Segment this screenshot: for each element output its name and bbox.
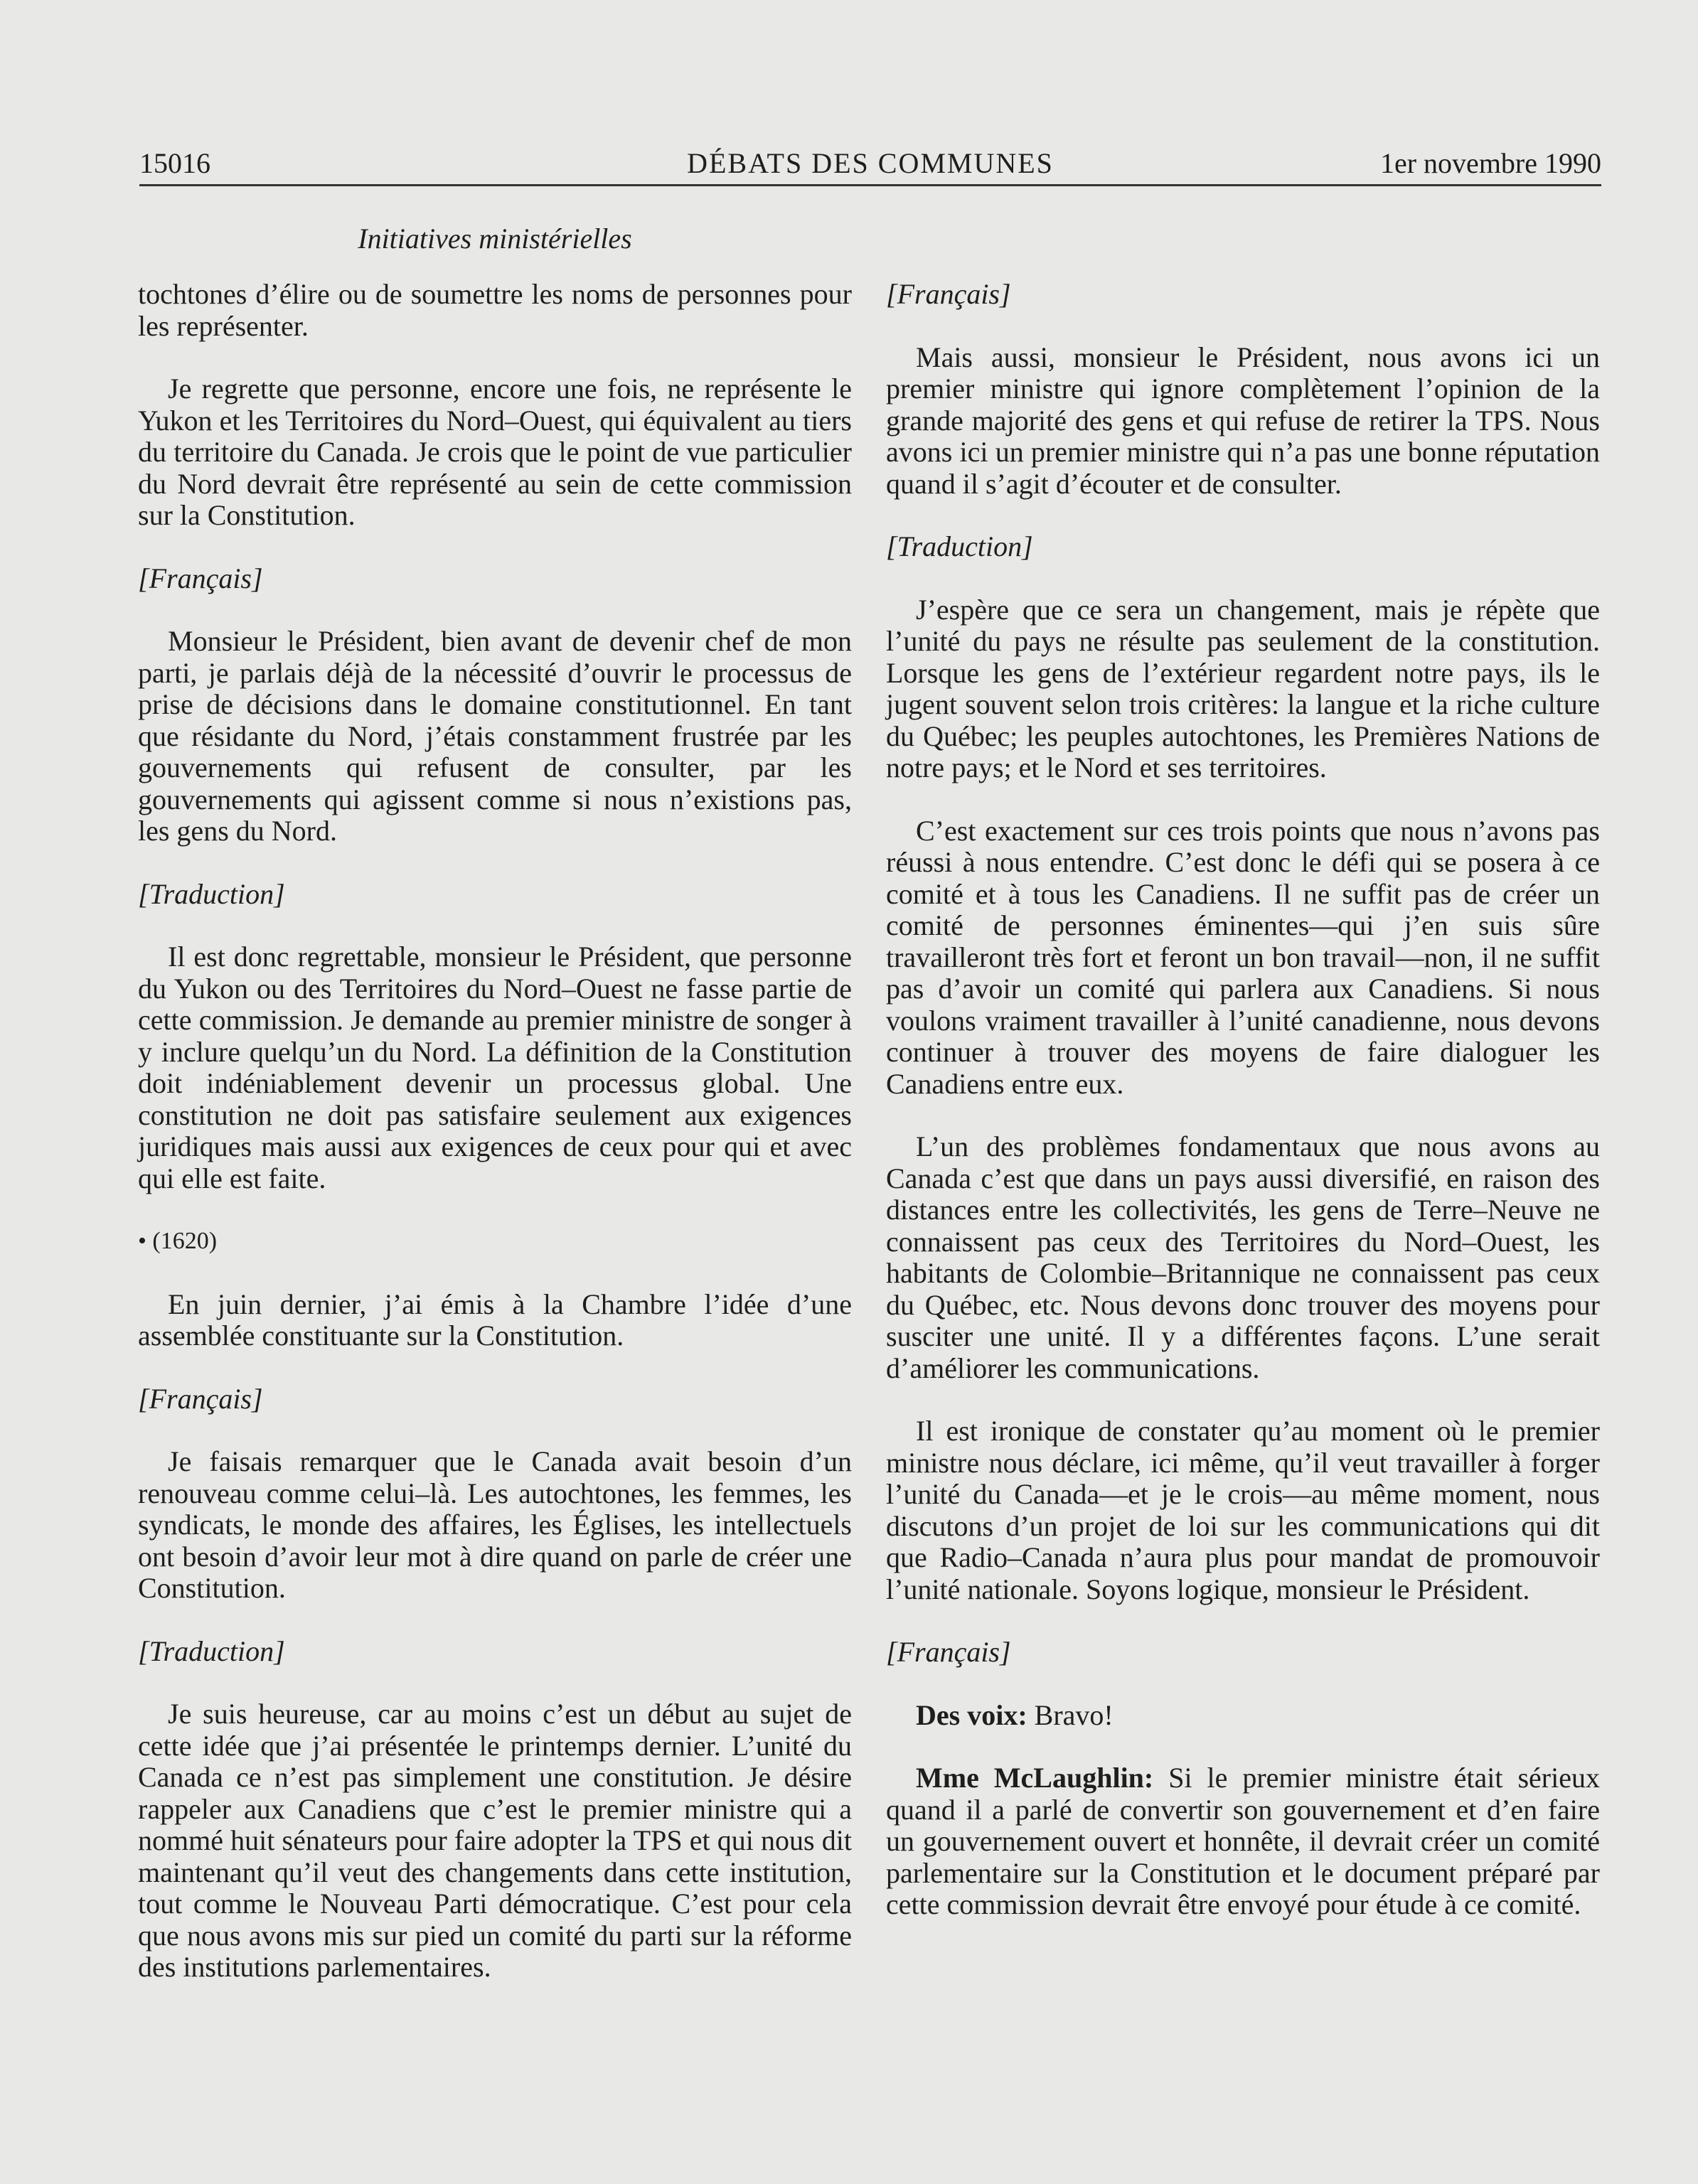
- publication-title: DÉBATS DES COMMUNES: [687, 147, 1054, 179]
- paragraph: Je regrette que personne, encore une fois, ne représente le Yukon et les Territoires du Nord–Ouest, qui équivalent au tiers du territoire du Canada. Je crois que le point de vue particulier du Nord devrait être représenté au sein de cette commission sur la Constitution.: [138, 373, 852, 531]
- page-header: [139, 139, 1601, 182]
- language-marker: [Français]: [138, 1382, 263, 1415]
- speech-paragraph: [886, 1762, 1600, 1921]
- speech-text: Bravo!: [1027, 1698, 1114, 1731]
- paragraph: tochtones d’élire ou de soumettre les noms de personnes pour les représenter.: [138, 278, 852, 342]
- paragraph: En juin dernier, j’ai émis à la Chambre l’idée d’une assemblée constituante sur la Constitution.: [138, 1288, 852, 1351]
- section-title: Initiatives ministérielles: [358, 223, 632, 255]
- language-marker: [Français]: [886, 278, 1011, 310]
- language-marker: [Français]: [138, 562, 263, 594]
- language-marker: [Français]: [886, 1636, 1011, 1668]
- language-marker: [Traduction]: [138, 877, 285, 910]
- paragraph: Il est donc regrettable, monsieur le Président, que personne du Yukon ou des Territoires du Nord–Ouest ne fasse partie de cette commission. Je demande au premier ministre de songer à y inclure quelqu’un du Nord. La définition de la Constitution doit indéniablement devenir un processus global. Une constitution ne doit pas satisfaire seulement aux exigences juridiques mais aussi aux exigences de ceux pour qui et avec qui elle est faite.: [138, 941, 852, 1194]
- paragraph: Je suis heureuse, car au moins c’est un début au sujet de cette idée que j’ai présentée le printemps dernier. L’unité du Canada ce n’est pas simplement une constitution. Je désire rappeler aux Canadiens que c’est le premier ministre qui a nommé huit sénateurs pour faire adopter la TPS et qui nous dit maintenant qu’il veut des changements dans cette institution, tout comme le Nouveau Parti démocratique. C’est pour cela que nous avons mis sur pied un comité du parti sur la réforme des institutions parlementaires.: [138, 1698, 852, 1983]
- right-column: [886, 279, 1600, 1952]
- language-marker: [Traduction]: [886, 530, 1033, 562]
- speaker-name: Des voix:: [916, 1698, 1027, 1731]
- speech-text: Si le premier ministre était sérieux quand il a parlé de convertir son gouvernement et d’en faire un gouvernement ouvert et honnête, il devrait créer un comité parlementaire sur la Constitution et le document préparé par cette commission devrait être envoyé pour étude à ce comité.: [886, 1762, 1600, 1920]
- publication-date: 1er novembre 1990: [1379, 147, 1601, 179]
- paragraph: Monsieur le Président, bien avant de devenir chef de mon parti, je parlais déjà de la nécessité d’ouvrir le processus de prise de décisions dans le domaine constitutionnel. En tant que résidante du Nord, j’étais constamment frustrée par les gouvernements qui refusent de consulter, par les gouvernements qui agissent comme si nous n’existions pas, les gens du Nord.: [138, 625, 852, 847]
- page-number: 15016: [139, 147, 210, 179]
- header-rule: [139, 184, 1601, 186]
- paragraph: J’espère que ce sera un changement, mais je répète que l’unité du pays ne résulte pas seulement de la constitution. Lorsque les gens de l’extérieur regardent notre pays, ils le jugent souvent selon trois critères: la langue et la riche culture du Québec; les peuples autochtones, les Premières Nations de notre pays; et le Nord et ses territoires.: [886, 593, 1600, 783]
- left-column: [138, 279, 852, 2015]
- paragraph: L’un des problèmes fondamentaux que nous avons au Canada c’est que dans un pays aussi diversifié, en raison des distances entre les collectivités, les gens de Terre–Neuve ne connaissent pas ceux des Territoires du Nord–Ouest, les habitants de Colombie–Britannique ne connaissent pas ceux du Québec, etc. Nous devons donc trouver des moyens pour susciter une unité. Il y a différentes façons. L’une serait d’améliorer les communications.: [886, 1130, 1600, 1384]
- paragraph: C’est exactement sur ces trois points que nous n’avons pas réussi à nous entendre. C’est donc le défi qui se posera à ce comité et à tous les Canadiens. Il ne suffit pas de créer un comité de personnes éminentes—qui j’en suis sûre travailleront très fort et feront un bon travail—non, il ne suffit pas d’avoir un comité qui parlera aux Canadiens. Si nous voulons vraiment travailler à l’unité canadienne, nous devons continuer à trouver des moyens de faire dialoguer les Canadiens entre eux.: [886, 814, 1600, 1100]
- language-marker: [Traduction]: [138, 1634, 285, 1667]
- speech-paragraph: [886, 1700, 1600, 1732]
- speaker-name: Mme McLaughlin:: [916, 1762, 1154, 1794]
- paragraph: Mais aussi, monsieur le Président, nous avons ici un premier ministre qui ignore complètement l’opinion de la grande majorité des gens et qui refuse de retirer la TPS. Nous avons ici un premier ministre qui n’a pas une bonne réputation quand il s’agit d’écouter et de consulter.: [886, 341, 1600, 500]
- time-marker: • (1620): [138, 1228, 218, 1254]
- paragraph: Je faisais remarquer que le Canada avait besoin d’un renouveau comme celui–là. Les autochtones, les femmes, les syndicats, le monde des affaires, les Églises, les intellectuels ont besoin d’avoir leur mot à dire quand on parle de créer une Constitution.: [138, 1445, 852, 1604]
- paragraph: Il est ironique de constater qu’au moment où le premier ministre nous déclare, ici même, qu’il veut travailler à forger l’unité du Canada—et je le crois—au même moment, nous discutons d’un projet de loi sur les communications qui dit que Radio–Canada n’aura plus pour mandat de promouvoir l’unité nationale. Soyons logique, monsieur le Président.: [886, 1415, 1600, 1605]
